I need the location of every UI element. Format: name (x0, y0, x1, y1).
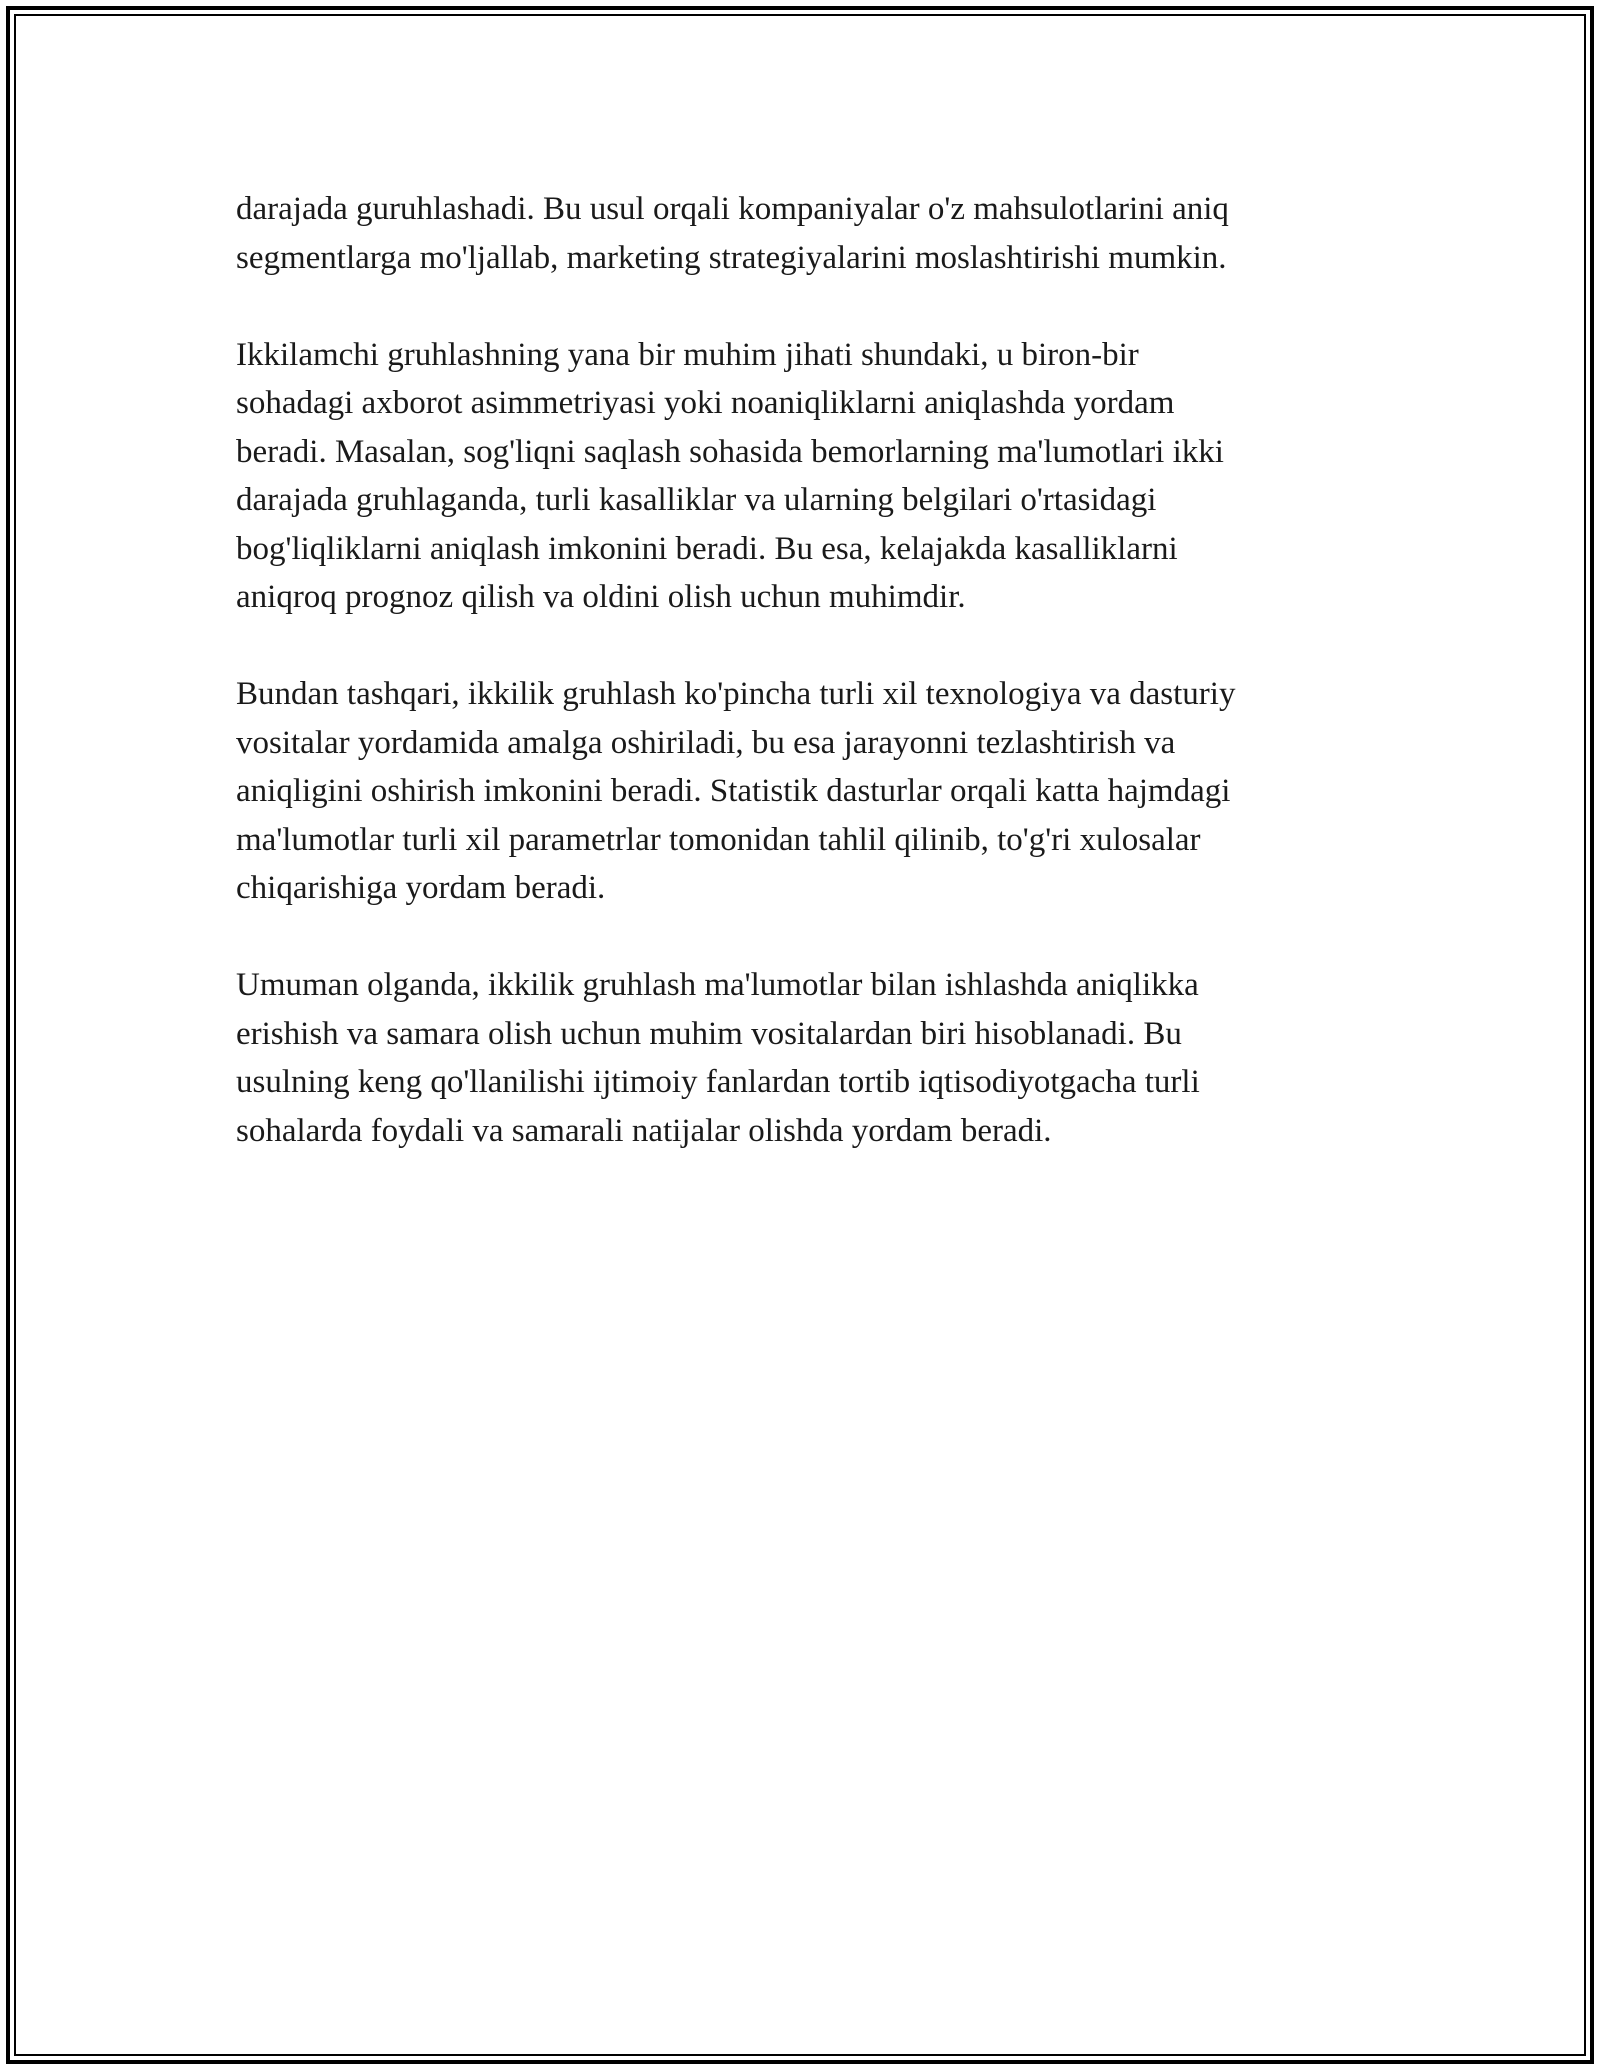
paragraph: Umuman olganda, ikkilik gruhlash ma'lumotlar bilan ishlashda aniqlikka erishish va samara olish uchun muhim vositalardan biri hisoblanadi. Bu usulning keng qo'llanilishi ijtimoiy fanlardan tortib iqtisodiyotgacha turli sohalarda foydali va samarali natijalar olishda yordam beradi. (236, 967, 1200, 1149)
paragraph: Bundan tashqari, ikkilik gruhlash ko'pincha turli xil texnologiya va dasturiy vositalar yordamida amalga oshiriladi, bu esa jarayonni tezlashtirish va aniqligini oshirish imkonini beradi. Statistik dasturlar orqali katta hajmdagi ma'lumotlar turli xil parametrlar tomonidan tahlil qilinib, to'g'ri xulosalar chiqarishiga yordam beradi. (236, 676, 1236, 906)
paragraph: darajada guruhlashadi. Bu usul orqali kompaniyalar o'z mahsulotlarini aniq segmentlarga mo'ljallab, marketing strategiyalarini moslashtirishi mumkin. (236, 191, 1229, 276)
paragraph: Ikkilamchi gruhlashning yana bir muhim jihati shundaki, u biron-bir sohadagi axborot asimmetriyasi yoki noaniqliklarni aniqlashda yordam beradi. Masalan, sog'liqni saqlash sohasida bemorlarning ma'lumotlari ikki darajada gruhlaganda, turli kasalliklar va ularning belgilari o'rtasidagi bog'liqliklarni aniqlash imkonini beradi. Bu esa, kelajakda kasalliklarni aniqroq prognoz qilish va oldini olish uchun muhimdir. (236, 336, 1224, 615)
document-body (236, 185, 1366, 1204)
